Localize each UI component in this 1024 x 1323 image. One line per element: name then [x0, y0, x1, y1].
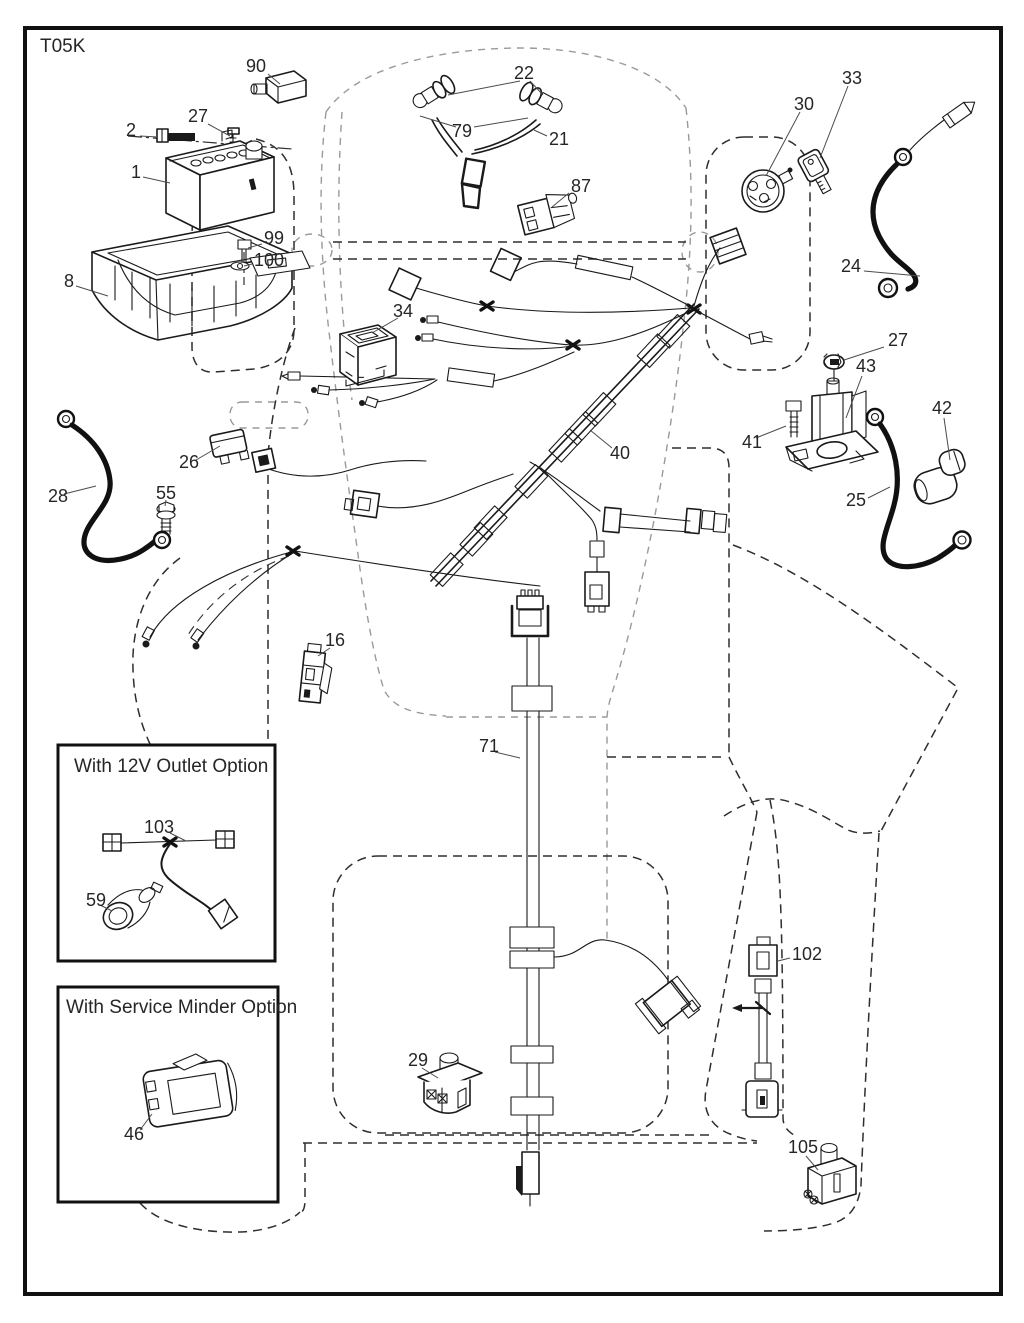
- callout-71: 71: [479, 736, 500, 756]
- seat-switch-wire-71: [510, 590, 702, 1206]
- jumper-bottom-connector: [742, 1081, 782, 1117]
- ignition-key: [797, 148, 837, 197]
- callout-2: 2: [126, 120, 137, 140]
- battery-cable-24: [873, 97, 979, 297]
- callout-21: 21: [549, 129, 570, 149]
- callout-59: 59: [86, 890, 107, 910]
- battery: [166, 130, 274, 230]
- switch-pigtail-connector: [344, 490, 379, 517]
- option-box-12v-outlet: [58, 745, 275, 961]
- main-harness: [430, 304, 700, 586]
- option-box-service-minder: [58, 987, 297, 1202]
- callout-26: 26: [179, 452, 200, 472]
- callout-90: 90: [246, 56, 267, 76]
- branch-end-connector: [585, 572, 609, 612]
- service-box-title: With Service Minder Option: [66, 997, 298, 1018]
- callout-16: 16: [325, 630, 346, 650]
- solenoid-bolt: [786, 401, 801, 437]
- battery-terminal-post: [246, 141, 262, 159]
- callout-27b: 27: [888, 330, 909, 350]
- solenoid: [786, 378, 878, 471]
- callout-30: 30: [794, 94, 815, 114]
- callout-28: 28: [48, 486, 69, 506]
- callout-1: 1: [131, 162, 142, 182]
- callout-103: 103: [144, 817, 175, 837]
- callout-42: 42: [932, 398, 953, 418]
- callout-87: 87: [571, 176, 592, 196]
- battery-cable-28: [58, 411, 170, 560]
- ignition-connector: [710, 228, 746, 264]
- headlight-connector: [462, 159, 485, 208]
- fuse-26: [209, 424, 275, 480]
- callout-55: 55: [156, 483, 177, 503]
- callout-46: 46: [124, 1124, 145, 1144]
- callout-27a: 27: [188, 106, 209, 126]
- callout-8: 8: [64, 271, 75, 291]
- outlet-box-title: With 12V Outlet Option: [74, 756, 269, 777]
- tube-connector-assembly: [603, 507, 727, 533]
- lower-bullet-terminals: [142, 627, 204, 650]
- bullet-terminals: [415, 316, 438, 341]
- callout-25: 25: [846, 490, 867, 510]
- callout-24: 24: [841, 256, 862, 276]
- jumper-harness-102: [732, 937, 782, 1117]
- callout-33: 33: [842, 68, 863, 88]
- wire-71-top-connector: [512, 590, 548, 636]
- callout-102: 102: [792, 944, 823, 964]
- callout-29: 29: [408, 1050, 429, 1070]
- callout-43: 43: [856, 356, 877, 376]
- wire-71-bottom-connector: [516, 1152, 539, 1206]
- callout-34: 34: [393, 301, 414, 321]
- battery-cable-25: [867, 409, 974, 567]
- plunger-switch-16: [299, 643, 334, 704]
- pigtail-harness: [282, 352, 574, 408]
- callout-105: 105: [788, 1137, 819, 1157]
- terminal-boot-42: [907, 447, 974, 507]
- bolt-55: [157, 502, 175, 534]
- callout-100: 100: [254, 250, 285, 270]
- diagram-code: T05K: [40, 36, 86, 57]
- headlight-bulb-right: [517, 80, 565, 118]
- headlight-bulb-left: [409, 73, 457, 113]
- callout-22: 22: [514, 63, 535, 83]
- callout-99: 99: [264, 228, 285, 248]
- callout-41: 41: [742, 432, 763, 452]
- rocker-switch-34: [340, 325, 396, 386]
- callout-79: 79: [452, 121, 473, 141]
- callout-40: 40: [610, 443, 631, 463]
